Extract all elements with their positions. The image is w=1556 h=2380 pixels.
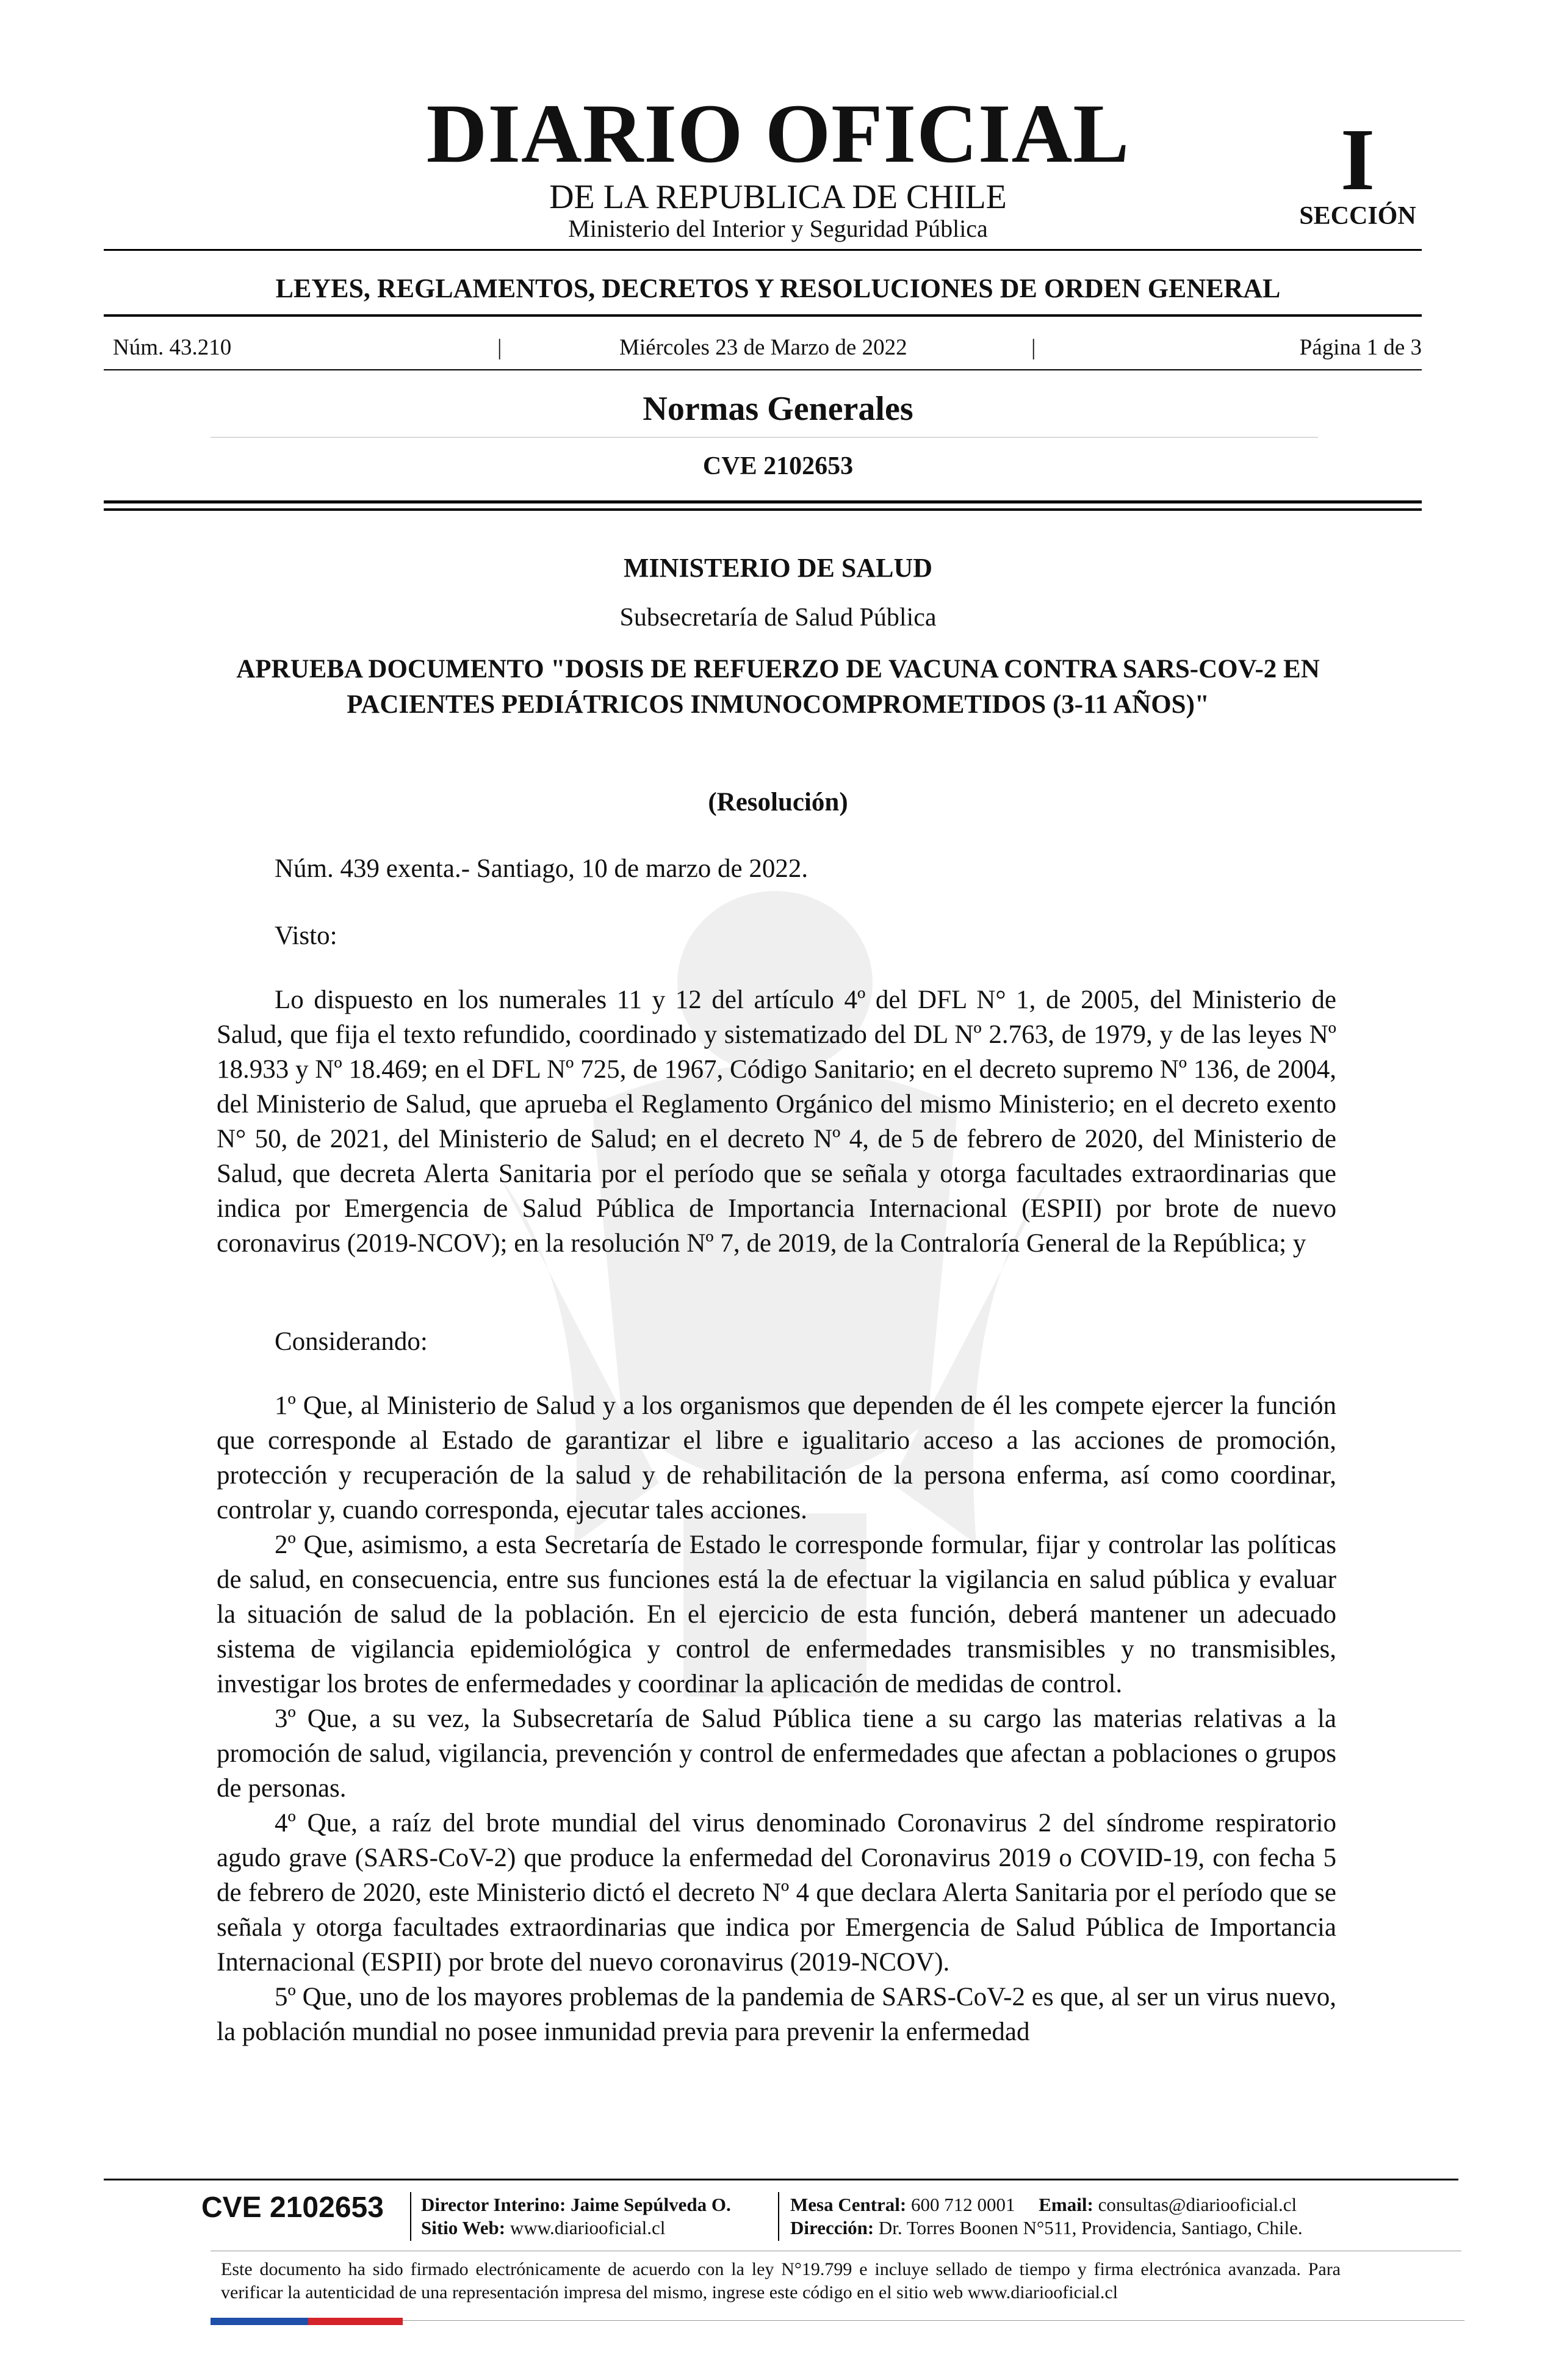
meta-separator: | <box>1031 335 1036 360</box>
site-label: Sitio Web: <box>421 2217 506 2238</box>
section-number: I <box>1340 111 1375 209</box>
considerando-paragraph: 3º Que, a su vez, la Subsecretaría de Salud Pública tiene a su cargo las materias relativas a la promoción de salud, vigilancia, prevención y control de enfermedades que afectan a poblaciones o grupos de personas. <box>217 1704 1336 1803</box>
footer-legal-note: Este documento ha sido firmado electrónicamente de acuerdo con la ley N°19.799 e incluye sellado de tiempo y firma electrónica avanzada. Para verificar la autenticidad de una representación impresa del mismo, ingrese este código en el sitio web www.diariooficial.cl <box>221 2259 1341 2302</box>
footer-separator <box>778 2192 779 2241</box>
director-name: Jaime Sepúlveda O. <box>571 2194 731 2215</box>
issue-meta-row <box>113 334 1422 359</box>
considerando-label: Considerando: <box>275 1327 428 1356</box>
footer-top-rule <box>104 2179 1458 2180</box>
flag-stripe-red <box>308 2318 403 2325</box>
document-subsecretary: Subsecretaría de Salud Pública <box>619 604 937 632</box>
category-divider <box>104 314 1422 317</box>
considerandos-list <box>217 1388 1336 2049</box>
page-indicator: Página 1 de 3 <box>1299 335 1422 360</box>
phone-label: Mesa Central: <box>790 2194 907 2215</box>
masthead-title: DIARIO OFICIAL <box>426 87 1130 180</box>
category-heading: LEYES, REGLAMENTOS, DECRETOS Y RESOLUCIONES DE ORDEN GENERAL <box>275 273 1281 303</box>
footer-contact-block <box>790 2193 1303 2240</box>
email-label: Email: <box>1039 2194 1093 2215</box>
considerando-paragraph: 1º Que, al Ministerio de Salud y a los organismos que dependen de él les compete ejercer la función que corresponde al Estado de garantizar el libre e igualitario acceso a las acciones de promoción, protección y recuperación de la salud y de rehabilitación de la persona enferma, así como coordinar, controlar y, cuando corresponda, ejecutar tales acciones. <box>217 1391 1336 1524</box>
considerando-paragraph: 5º Que, uno de los mayores problemas de la pandemia de SARS-CoV-2 es que, al ser un virus nuevo, la población mundial no posee inmunidad previa para prevenir la enfermedad <box>217 1983 1336 2046</box>
issue-number: Núm. 43.210 <box>113 335 232 360</box>
issue-date: Miércoles 23 de Marzo de 2022 <box>619 335 907 360</box>
meta-separator: | <box>497 335 502 360</box>
address-label: Dirección: <box>790 2217 874 2238</box>
visto-paragraph: Lo dispuesto en los numerales 11 y 12 del artículo 4º del DFL N° 1, de 2005, del Ministerio de Salud, que fija el texto refundido, coordinado y sistematizado del DL Nº 2.763, de 1979, y de las leyes Nº 18.933 y Nº 18.469; en el DFL Nº 725, de 1967, Código Sanitario; en el decreto supremo Nº 136, de 2004, del Ministerio de Salud, que aprueba el Reglamento Orgánico del mismo Ministerio; en el decreto exento N° 50, de 2021, del Ministerio de Salud; en el decreto Nº 4, de 5 de febrero de 2020, del Ministerio de Salud, que decreta Alerta Sanitaria por el período que se señala y otorga facultades extraordinarias que indica por Emergencia de Salud Pública de Importancia Internacional (ESPII) por brote de nuevo coronavirus (2019-NCOV); en la resolución Nº 7, de 2019, de la Contraloría General de la República; y <box>217 986 1336 1258</box>
footer-director-block <box>421 2193 731 2240</box>
meta-divider <box>104 369 1422 370</box>
document-title: APRUEBA DOCUMENTO "DOSIS DE REFUERZO DE VACUNA CONTRA SARS-COV-2 EN PACIENTES PEDIÁTRICOS INMUNOCOMPROMETIDOS (3-11 AÑOS)" <box>236 655 1320 719</box>
footer-cve-code: CVE 2102653 <box>201 2191 384 2224</box>
section-heading-underline <box>211 437 1318 438</box>
header-double-rule-top <box>104 500 1422 503</box>
phone-value: 600 712 0001 <box>911 2194 1015 2215</box>
document-ministry: MINISTERIO DE SALUD <box>623 553 933 583</box>
email-link[interactable]: consultas@diariooficial.cl <box>1098 2194 1297 2215</box>
masthead-ministry: Ministerio del Interior y Seguridad Pública <box>568 215 988 242</box>
considerando-paragraph: 2º Que, asimismo, a esta Secretaría de Estado le corresponde formular, fijar y controlar las políticas de salud, en consecuencia, entre sus funciones está la de efectuar la vigilancia en salud pública y evaluar la situación de salud de la población. En el ejercicio de esta función, deberá mantener un adecuado sistema de vigilancia epidemiológica y control de enfermedades transmisibles y no transmisibles, investigar los brotes de enfermedades y coordinar la aplicación de medidas de control. <box>217 1531 1336 1698</box>
visto-label: Visto: <box>275 921 337 950</box>
document-type: (Resolución) <box>708 788 848 817</box>
flag-stripe-blue <box>211 2318 308 2325</box>
director-label: Director Interino: <box>421 2194 566 2215</box>
masthead-subtitle: DE LA REPUBLICA DE CHILE <box>549 178 1007 216</box>
footer-separator <box>410 2192 411 2241</box>
considerando-paragraph: 4º Que, a raíz del brote mundial del virus denominado Coronavirus 2 del síndrome respiratorio agudo grave (SARS-CoV-2) que produce la enfermedad del Coronavirus 2019 o COVID-19, con fecha 5 de febrero de 2020, este Ministerio dictó el decreto Nº 4 que declara Alerta Sanitaria por el período que se señala y otorga facultades extraordinarias que indica por Emergencia de Salud Pública de Importancia Internacional (ESPII) por brote del nuevo coronavirus (2019-NCOV). <box>217 1809 1336 1977</box>
cve-code: CVE 2102653 <box>702 452 854 480</box>
masthead-divider <box>104 249 1422 251</box>
footer-bottom-rule <box>403 2320 1464 2321</box>
section-label: SECCIÓN <box>1299 202 1416 230</box>
header-double-rule-bottom <box>104 508 1422 511</box>
site-link[interactable]: www.diariooficial.cl <box>510 2217 666 2238</box>
resolution-number-line: Núm. 439 exenta.- Santiago, 10 de marzo de 2022. <box>275 854 809 883</box>
section-heading: Normas Generales <box>643 390 913 428</box>
address-value: Dr. Torres Boonen N°511, Providencia, Santiago, Chile. <box>878 2217 1303 2238</box>
